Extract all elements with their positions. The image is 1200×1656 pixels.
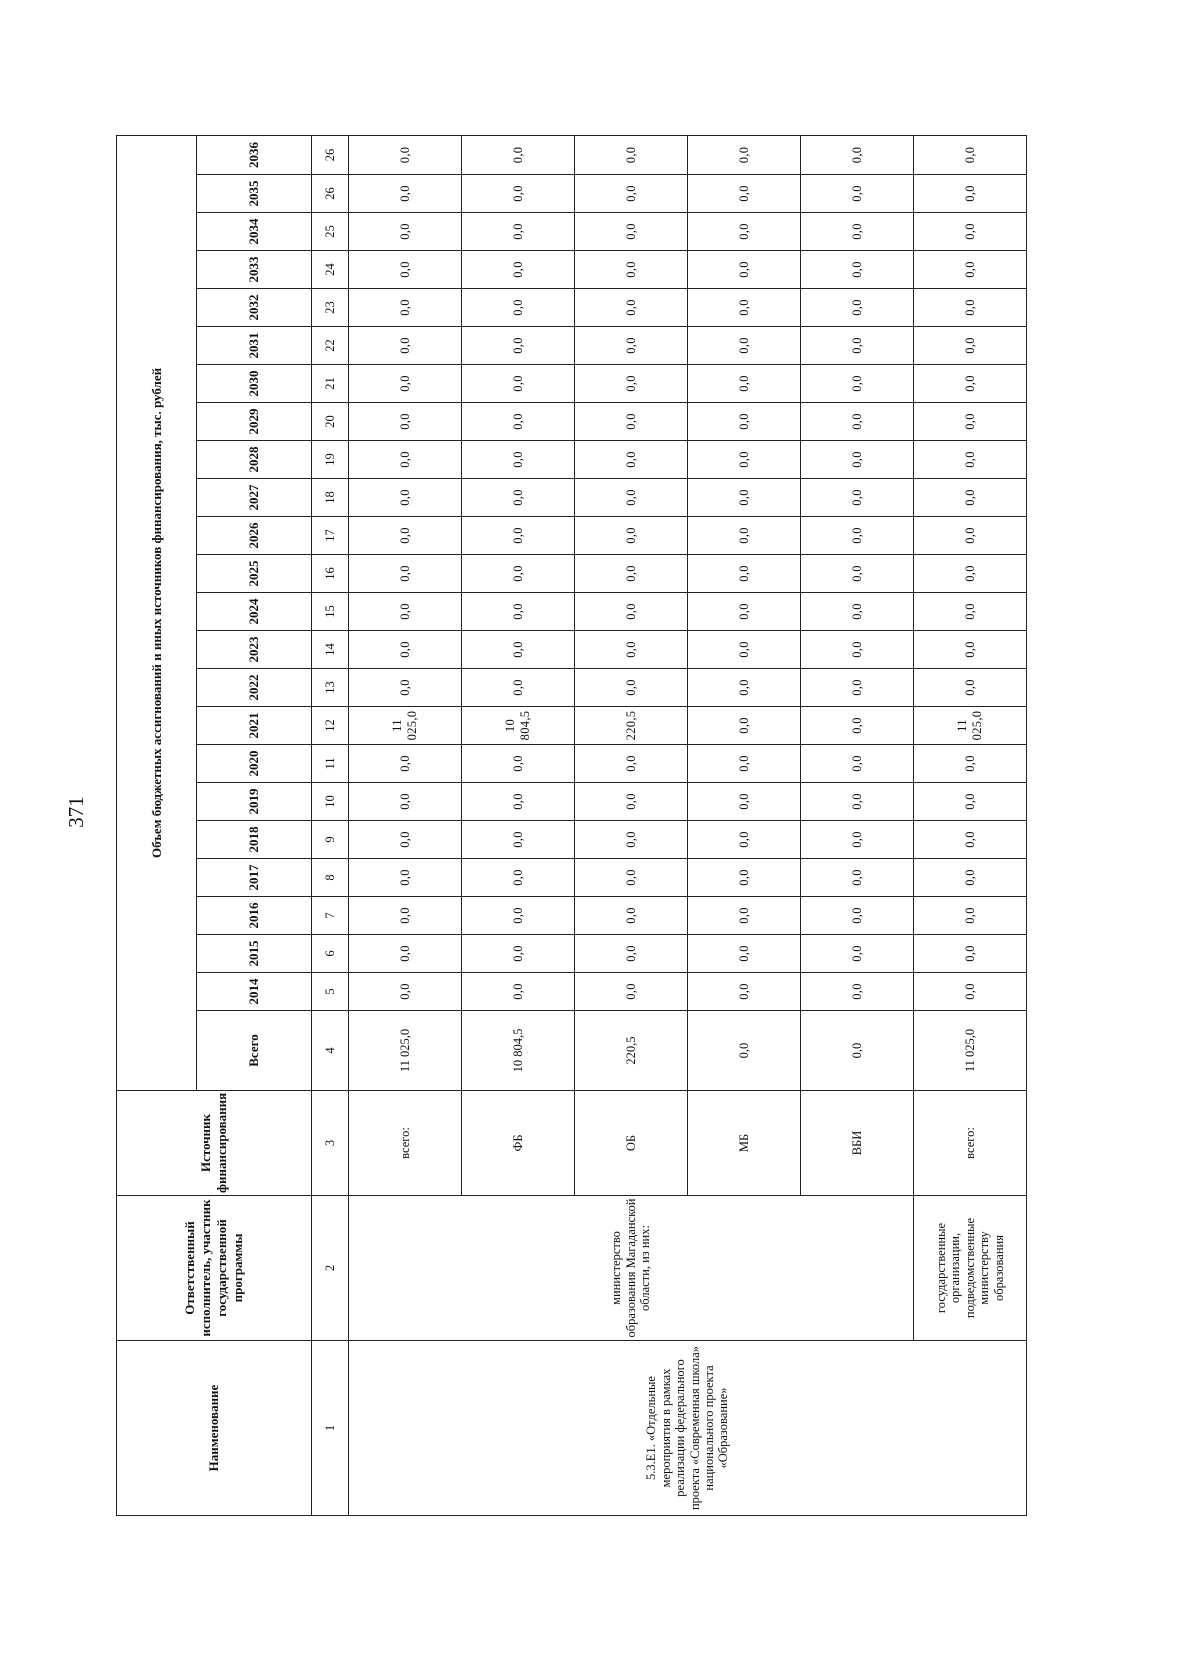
column-number: 14 (312, 631, 349, 669)
value-cell: 0,0 (914, 135, 1027, 174)
value-cell: 0,0 (688, 403, 801, 441)
column-number: 20 (312, 403, 349, 441)
value-cell: 0,0 (462, 935, 575, 973)
value-cell: 220,5 (575, 707, 688, 745)
value-cell: 0,0 (349, 175, 462, 213)
value-cell: 0,0 (462, 631, 575, 669)
value-cell: 0,0 (688, 175, 801, 213)
header-year (197, 365, 312, 403)
value-cell: 0,0 (801, 441, 914, 479)
value-cell: 0,0 (349, 859, 462, 897)
header-year-label: 2035 (246, 180, 261, 207)
header-total: Всего (197, 1011, 312, 1091)
value-cell: 0,0 (575, 403, 688, 441)
table-row (349, 135, 462, 1515)
value-cell: 0,0 (801, 175, 914, 213)
header-year (197, 517, 312, 555)
header-year-label: 2019 (246, 788, 261, 815)
value-cell: 0,0 (914, 403, 1027, 441)
column-number: 23 (312, 289, 349, 327)
source-cell: ВБИ (801, 1091, 914, 1196)
value-cell: 0,0 (575, 631, 688, 669)
header-year (197, 631, 312, 669)
value-cell: 0,0 (914, 631, 1027, 669)
value-cell: 0,0 (688, 213, 801, 251)
value-cell: 0,0 (349, 441, 462, 479)
header-year-label: 2033 (246, 256, 261, 283)
column-number: 17 (312, 517, 349, 555)
value-cell: 0,0 (688, 935, 801, 973)
value-cell: 0,0 (914, 365, 1027, 403)
value-cell: 0,0 (462, 669, 575, 707)
header-year-label: 2016 (246, 902, 261, 929)
value-cell: 0,0 (688, 707, 801, 745)
value-cell: 0,0 (462, 593, 575, 631)
value-cell: 0,0 (349, 973, 462, 1011)
header-executor: Ответственный исполнитель, участник государственной программы (117, 1196, 312, 1341)
value-cell: 0,0 (914, 859, 1027, 897)
header-year (197, 745, 312, 783)
header-year-label: 2020 (246, 750, 261, 777)
total-cell: 11 025,0 (349, 1011, 462, 1091)
value-cell: 0,0 (575, 479, 688, 517)
value-cell: 0,0 (688, 555, 801, 593)
source-cell: всего: (914, 1091, 1027, 1196)
column-number: 26 (312, 135, 349, 174)
value-cell: 0,0 (349, 517, 462, 555)
header-year-label: 2017 (246, 864, 261, 891)
value-cell: 0,0 (575, 821, 688, 859)
value-cell: 0,0 (914, 289, 1027, 327)
value-cell: 0,0 (575, 897, 688, 935)
value-cell: 0,0 (688, 327, 801, 365)
value-cell: 0,0 (801, 897, 914, 935)
value-cell: 0,0 (914, 175, 1027, 213)
value-cell: 0,0 (349, 745, 462, 783)
value-cell: 0,0 (801, 593, 914, 631)
column-number: 7 (312, 897, 349, 935)
column-number: 22 (312, 327, 349, 365)
value-cell: 0,0 (914, 669, 1027, 707)
value-cell: 0,0 (462, 289, 575, 327)
value-cell: 0,0 (801, 935, 914, 973)
value-cell: 0,0 (575, 327, 688, 365)
header-year (197, 441, 312, 479)
column-number: 15 (312, 593, 349, 631)
value-cell: 0,0 (914, 935, 1027, 973)
value-cell: 0,0 (575, 441, 688, 479)
value-cell: 0,0 (575, 213, 688, 251)
header-year (197, 175, 312, 213)
value-cell: 0,0 (914, 441, 1027, 479)
value-cell: 0,0 (349, 631, 462, 669)
value-cell: 0,0 (688, 859, 801, 897)
column-number: 2 (312, 1196, 349, 1341)
value-cell: 0,0 (462, 251, 575, 289)
source-cell: МБ (688, 1091, 801, 1196)
header-year-label: 2025 (246, 560, 261, 587)
value-cell: 0,0 (349, 403, 462, 441)
value-cell: 0,0 (914, 745, 1027, 783)
column-number: 16 (312, 555, 349, 593)
header-year-label: 2026 (246, 522, 261, 549)
value-cell: 0,0 (914, 213, 1027, 251)
value-cell: 0,0 (462, 783, 575, 821)
value-cell: 0,0 (462, 327, 575, 365)
value-cell: 0,0 (462, 821, 575, 859)
total-cell: 0,0 (801, 1011, 914, 1091)
value-cell: 0,0 (801, 859, 914, 897)
total-cell: 10 804,5 (462, 1011, 575, 1091)
header-year (197, 783, 312, 821)
value-cell: 0,0 (801, 479, 914, 517)
header-year-label: 2029 (246, 408, 261, 435)
value-cell: 0,0 (349, 289, 462, 327)
value-cell: 0,0 (688, 973, 801, 1011)
value-cell: 10 804,5 (462, 707, 575, 745)
header-year (197, 859, 312, 897)
budget-table (116, 135, 1027, 1516)
value-cell: 0,0 (914, 821, 1027, 859)
total-cell: 0,0 (688, 1011, 801, 1091)
column-number: 6 (312, 935, 349, 973)
executor-cell: министерство образования Магаданской области, из них: (349, 1196, 914, 1341)
value-cell: 0,0 (462, 745, 575, 783)
value-cell: 0,0 (575, 555, 688, 593)
value-cell: 0,0 (801, 213, 914, 251)
header-year (197, 213, 312, 251)
value-cell: 0,0 (575, 859, 688, 897)
value-cell: 0,0 (349, 593, 462, 631)
column-number: 5 (312, 973, 349, 1011)
value-cell: 0,0 (688, 251, 801, 289)
value-cell: 0,0 (688, 745, 801, 783)
value-cell: 0,0 (801, 973, 914, 1011)
value-cell: 0,0 (914, 251, 1027, 289)
header-year-label: 2032 (246, 294, 261, 321)
header-year (197, 897, 312, 935)
event-name-cell: 5.3.Е1. «Отдельные мероприятия в рамках реализации федерального проекта «Современная школа» национального проекта «Образование» (349, 1341, 1027, 1516)
value-cell: 0,0 (575, 669, 688, 707)
value-cell: 0,0 (688, 479, 801, 517)
value-cell: 0,0 (688, 365, 801, 403)
header-year (197, 479, 312, 517)
header-year-label: 2023 (246, 636, 261, 663)
value-cell: 0,0 (462, 897, 575, 935)
column-number: 18 (312, 479, 349, 517)
value-cell: 0,0 (575, 289, 688, 327)
source-cell: ОБ (575, 1091, 688, 1196)
value-cell: 0,0 (349, 555, 462, 593)
column-number: 26 (312, 175, 349, 213)
value-cell: 0,0 (349, 365, 462, 403)
value-cell: 0,0 (801, 251, 914, 289)
column-number: 13 (312, 669, 349, 707)
header-year-label: 2014 (246, 978, 261, 1005)
total-cell: 220,5 (575, 1011, 688, 1091)
header-year-label: 2015 (246, 940, 261, 967)
column-number: 3 (312, 1091, 349, 1196)
value-cell: 0,0 (462, 365, 575, 403)
value-cell: 0,0 (688, 631, 801, 669)
value-cell: 0,0 (349, 135, 462, 174)
column-number: 1 (312, 1341, 349, 1516)
column-number: 4 (312, 1011, 349, 1091)
value-cell: 0,0 (575, 783, 688, 821)
value-cell: 0,0 (801, 555, 914, 593)
value-cell: 0,0 (575, 175, 688, 213)
column-number: 8 (312, 859, 349, 897)
value-cell: 0,0 (914, 973, 1027, 1011)
source-cell: ФБ (462, 1091, 575, 1196)
value-cell: 0,0 (688, 821, 801, 859)
value-cell: 0,0 (914, 783, 1027, 821)
header-year (197, 707, 312, 745)
value-cell: 0,0 (575, 135, 688, 174)
header-year (197, 403, 312, 441)
value-cell: 0,0 (575, 517, 688, 555)
value-cell: 0,0 (914, 327, 1027, 365)
value-cell: 0,0 (462, 175, 575, 213)
value-cell: 11 025,0 (914, 707, 1027, 745)
header-year (197, 327, 312, 365)
value-cell: 0,0 (914, 517, 1027, 555)
value-cell: 0,0 (349, 783, 462, 821)
header-year-label: 2027 (246, 484, 261, 511)
value-cell: 0,0 (688, 517, 801, 555)
value-cell: 0,0 (349, 935, 462, 973)
value-cell: 0,0 (462, 479, 575, 517)
value-cell: 0,0 (801, 365, 914, 403)
header-year-label: 2018 (246, 826, 261, 853)
value-cell: 0,0 (801, 669, 914, 707)
column-number: 25 (312, 213, 349, 251)
rotated-table-container (116, 136, 1026, 1516)
header-year (197, 669, 312, 707)
value-cell: 0,0 (914, 555, 1027, 593)
header-year-label: 2024 (246, 598, 261, 625)
value-cell: 0,0 (801, 135, 914, 174)
value-cell: 0,0 (801, 631, 914, 669)
value-cell: 0,0 (688, 783, 801, 821)
value-cell: 0,0 (801, 517, 914, 555)
header-name: Наименование (117, 1341, 312, 1516)
value-cell: 0,0 (914, 479, 1027, 517)
value-cell: 0,0 (349, 327, 462, 365)
header-year-label: 2036 (246, 141, 261, 168)
header-year-label: 2030 (246, 370, 261, 397)
value-cell: 0,0 (462, 859, 575, 897)
column-number: 9 (312, 821, 349, 859)
header-year (197, 935, 312, 973)
header-year-label: 2021 (246, 712, 261, 739)
header-year (197, 821, 312, 859)
value-cell: 0,0 (575, 745, 688, 783)
header-year (197, 555, 312, 593)
header-year (197, 289, 312, 327)
value-cell: 0,0 (575, 935, 688, 973)
value-cell: 0,0 (688, 897, 801, 935)
value-cell: 0,0 (462, 213, 575, 251)
column-number: 10 (312, 783, 349, 821)
header-year (197, 135, 312, 174)
value-cell: 0,0 (801, 403, 914, 441)
value-cell: 0,0 (462, 973, 575, 1011)
total-cell: 11 025,0 (914, 1011, 1027, 1091)
column-number: 12 (312, 707, 349, 745)
value-cell: 0,0 (801, 745, 914, 783)
column-number: 19 (312, 441, 349, 479)
executor-cell: государственные организации, подведомственные министерству образования (914, 1196, 1027, 1341)
value-cell: 0,0 (575, 365, 688, 403)
column-number: 24 (312, 251, 349, 289)
value-cell: 0,0 (462, 555, 575, 593)
value-cell: 0,0 (462, 441, 575, 479)
value-cell: 0,0 (349, 821, 462, 859)
value-cell: 11 025,0 (349, 707, 462, 745)
value-cell: 0,0 (462, 135, 575, 174)
value-cell: 0,0 (914, 897, 1027, 935)
value-cell: 0,0 (688, 593, 801, 631)
value-cell: 0,0 (349, 251, 462, 289)
header-year (197, 593, 312, 631)
value-cell: 0,0 (349, 479, 462, 517)
value-cell: 0,0 (801, 327, 914, 365)
value-cell: 0,0 (688, 135, 801, 174)
header-year-label: 2028 (246, 446, 261, 473)
header-volume: Объем бюджетных ассигнований и иных источников финансирования, тыс. рублей (117, 135, 197, 1090)
value-cell: 0,0 (349, 213, 462, 251)
value-cell: 0,0 (801, 707, 914, 745)
value-cell: 0,0 (349, 897, 462, 935)
page-number: 371 (63, 796, 88, 828)
column-number: 21 (312, 365, 349, 403)
source-cell: всего: (349, 1091, 462, 1196)
header-year-label: 2031 (246, 332, 261, 359)
header-source: Источник финансирования (117, 1091, 312, 1196)
column-number: 11 (312, 745, 349, 783)
value-cell: 0,0 (349, 669, 462, 707)
value-cell: 0,0 (462, 517, 575, 555)
value-cell: 0,0 (801, 783, 914, 821)
header-year (197, 251, 312, 289)
value-cell: 0,0 (688, 669, 801, 707)
header-year-label: 2022 (246, 674, 261, 701)
value-cell: 0,0 (801, 821, 914, 859)
value-cell: 0,0 (914, 593, 1027, 631)
value-cell: 0,0 (688, 441, 801, 479)
table-row (914, 135, 1027, 1515)
value-cell: 0,0 (462, 403, 575, 441)
value-cell: 0,0 (801, 289, 914, 327)
header-year (197, 973, 312, 1011)
header-year-label: 2034 (246, 218, 261, 245)
value-cell: 0,0 (575, 973, 688, 1011)
value-cell: 0,0 (575, 593, 688, 631)
value-cell: 0,0 (575, 251, 688, 289)
value-cell: 0,0 (688, 289, 801, 327)
